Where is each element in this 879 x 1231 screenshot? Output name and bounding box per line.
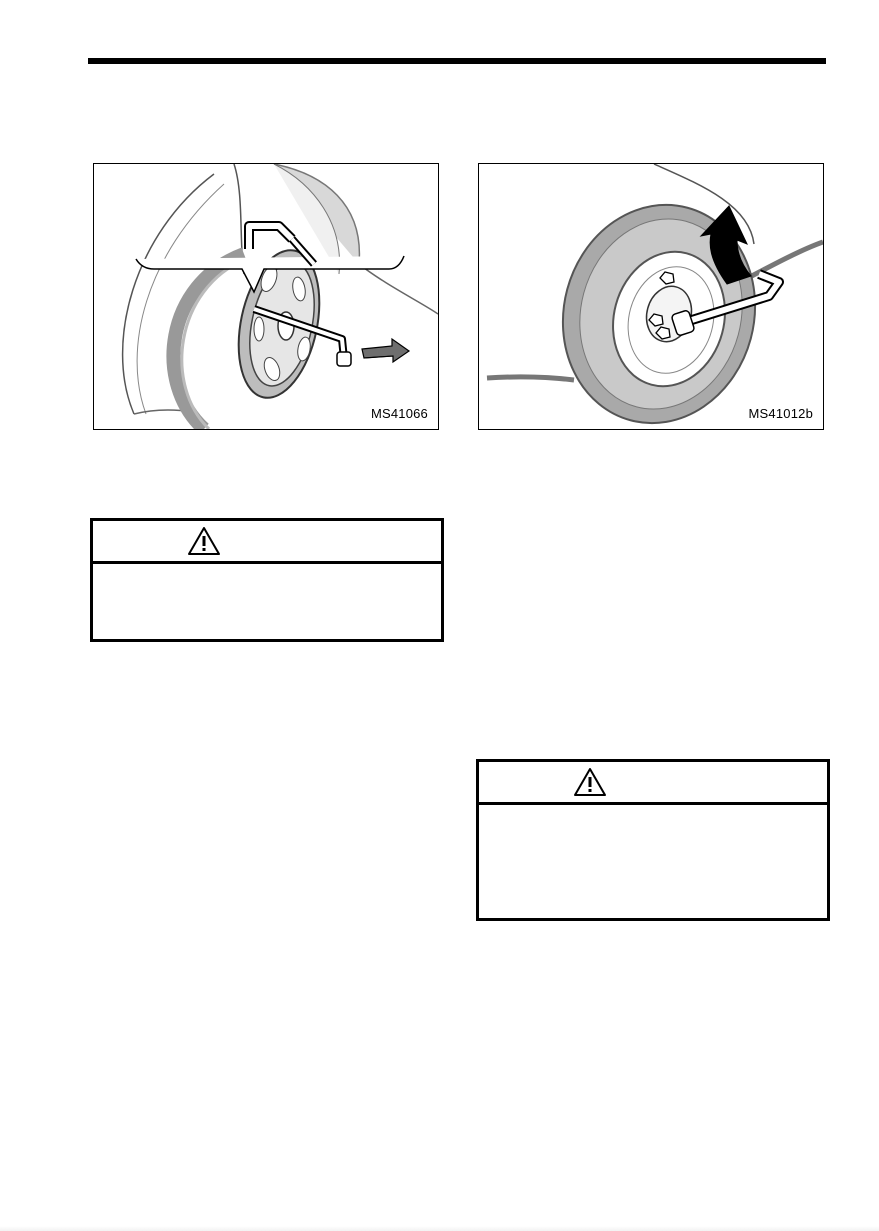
figure-code-right: MS41012b: [748, 406, 813, 421]
figure-right: [478, 163, 824, 430]
warning-triangle-icon: [573, 767, 607, 797]
caution-header: [93, 521, 441, 564]
wheel-nut-loosening-illustration: [479, 164, 823, 429]
wheel-cap-removal-illustration: [94, 164, 438, 429]
figure-code-left: MS41066: [370, 406, 428, 421]
caution-header: [479, 762, 827, 805]
header-rule: [88, 58, 826, 64]
caution-box-second: [476, 759, 830, 921]
caution-box-first: [90, 518, 444, 642]
page-bottom-edge: [0, 1226, 879, 1231]
warning-triangle-icon: [187, 526, 221, 556]
figure-left: [93, 163, 439, 430]
